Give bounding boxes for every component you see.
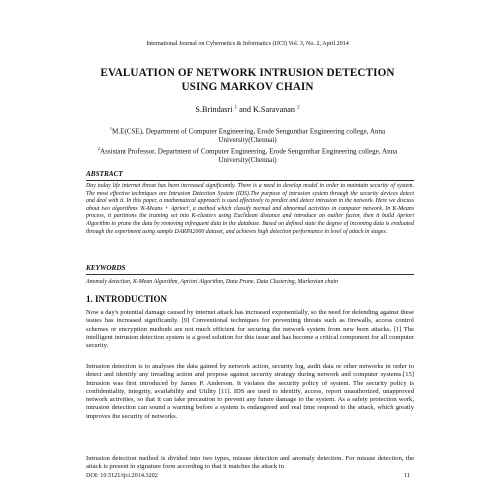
paper-title	[40, 66, 455, 94]
intro-paragraph-2: Intrusion detection is to analyses the data gained by network action, security log, audit data or other networks in order to detect and identify any invading action and propose against security strategy during network and computer systems.[15] Intrusion was first introduced by James P. Anderson. It violates the security policy of system. The security policy is confidentiality, integrity, availability and Utility [11]. IDS are used to identify, access, report unauthorized, unapproved network activities, so that it can take precaution to prevent any future damage to the system. As a safety protection work, intrusion detection can sound a warning before a system is endangered and real time respond to the attack, which greatly improves the security of networks.	[86, 363, 414, 420]
title-line-1: EVALUATION OF NETWORK INTRUSION DETECTION	[100, 67, 395, 79]
author-list	[0, 105, 495, 114]
introduction-heading: 1. INTRODUCTION	[86, 294, 168, 304]
abstract-rule	[86, 180, 414, 181]
doi-footer: DOI: 10.5121/ijci.2014.3202	[86, 472, 158, 479]
affiliation-2-marker: 2	[97, 146, 100, 151]
keywords-text: Anomaly detection, K-Mean Algorithm, Apriori Algorithm, Data Prune, Data Clustering, Markovian chain	[86, 279, 338, 285]
author-2-marker: 2	[297, 105, 300, 111]
affiliation-2-text: Assistant Professor, Department of Computer Engineering, Erode Sengunthar Engineering college, Anna University(Chennai)	[99, 147, 398, 165]
keywords-rule	[86, 274, 414, 275]
page-number: 11	[404, 472, 410, 479]
affiliation-2	[95, 144, 400, 165]
affiliation-1	[95, 124, 400, 145]
keywords-heading: KEYWORDS	[86, 264, 126, 272]
abstract-heading: ABSTRACT	[86, 170, 123, 178]
title-line-2: USING MARKOV CHAIN	[181, 81, 314, 93]
journal-header: International Journal on Cybernetics & Informatics (IJCI) Vol. 3, No. 2, April 2014	[146, 41, 349, 47]
author-1-name: S.Brindasri	[195, 105, 233, 114]
intro-paragraph-1: Now a day's potential damage caused by internet attack has increased exponentially, so the need for defending against these issues has increased significantly. [9] Conventional techniques for preventing threats such as firewalls, access control schemes or encryption methods are not much efficient for securing the network system from new born attacks. [1] The intelligent intrusion detection system is a good solution for this issue and has become a critical component for all computer security.	[86, 309, 414, 350]
author-1-marker: 1	[234, 105, 238, 111]
abstract-text: Day today life internet threat has been increased significantly. There is a need to develop model in order to maintain security of system. The most effective techniques are Intrusion Detection System (IDS).The purpose of intrusion system through the security devices detect and deal with it. In this paper, a mathematical approach is used effectively to predict and detect intrusion in the network. Here we discuss about two algorithms 'K-Means + Apriori', a method which classify normal and abnormal activities in computer network. In K-Means process, it partitions the training set into K-clusters using Euclidean distance and introduce an outlier factor, then it build Apriori Algorithm to prune the data by removing infrequent data in the database. Based on defined state the degree of incoming data is evaluated through the experiment using sample DARPA2000 dataset, and achieves high detection performance in level of attack in stages.	[86, 183, 414, 235]
author-joiner: and	[237, 105, 253, 114]
intro-paragraph-3: Intrusion detection method is divided into two types, misuse detection and anomaly detection. For misuse detection, the attack is present in signature form according to that it matches the attack in	[86, 455, 414, 471]
author-2-name: K.Saravanan	[252, 105, 296, 114]
affiliation-1-marker: 1	[109, 126, 113, 131]
affiliation-1-text: M.E(CSE), Department of Computer Engineering, Erode Sengunthar Engineering college, Anna University(Chennai)	[112, 127, 386, 145]
